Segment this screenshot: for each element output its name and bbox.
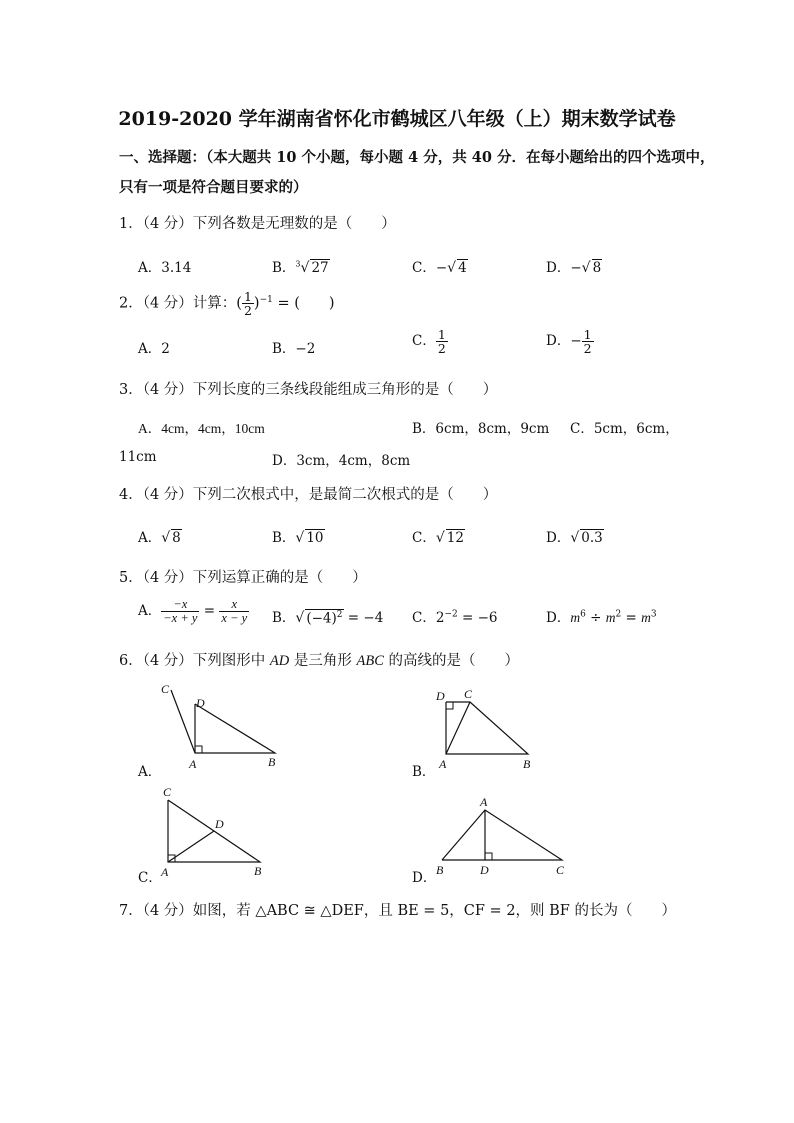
- fig-b-label-c: C: [464, 687, 473, 701]
- fig-a-label-d: D: [196, 696, 205, 710]
- fig-d-label-b: B: [436, 863, 444, 877]
- q2-option-b: B．−2: [272, 341, 316, 357]
- question-6-stem: 6．（4 分）下列图形中 AD 是三角形 ABC 的高线的是（ ）: [119, 653, 519, 669]
- question-5-stem: 5．（4 分）下列运算正确的是（ ）: [119, 570, 367, 586]
- q4-option-c: C．√ 12: [412, 530, 464, 546]
- question-7-stem: 7．（4 分）如图，若 △ABC ≅ △DEF，且 BE = 5，CF = 2，则 BF 的长为（ ）: [119, 903, 676, 919]
- q4-option-d: D．√ 0.3: [546, 530, 603, 546]
- q2-option-c: C． $\frac{1}{2}$: [412, 327, 446, 357]
- q3-option-c-continued: 11cm: [119, 449, 157, 465]
- fig-a-label-b: B: [268, 755, 276, 769]
- q2-option-d: D．− $\frac{1}{2}$: [546, 327, 592, 357]
- question-1-stem: 1．（4 分）下列各数是无理数的是（ ）: [119, 216, 396, 232]
- q5-option-c: C．$2^{-2} = -6$: [412, 609, 498, 626]
- q5-option-d: D．$m^6 \div m^2 = m^3$: [546, 609, 657, 626]
- fig-c-label-a: A: [161, 865, 169, 879]
- q6-figure-b: [430, 684, 540, 776]
- q1-option-a: A．3.14: [138, 260, 192, 276]
- q4-option-b: B．√ 10: [272, 530, 324, 546]
- fig-a-label-a: A: [189, 757, 197, 771]
- q1-option-b: B．$^3$√ 27: [272, 259, 329, 276]
- q6-option-b-label: B．: [412, 764, 436, 780]
- q6-figure-d: [432, 792, 572, 882]
- q1-option-d: D．−√ 8: [546, 260, 602, 276]
- q6-figure-a: [155, 680, 285, 775]
- fig-d-label-a: A: [480, 795, 488, 809]
- q5-option-a: A． $\frac{-x}{-x + y}$ = $\frac{x}{x - y}$: [138, 597, 248, 626]
- fig-b-label-d: D: [436, 689, 445, 703]
- fig-d-label-c: C: [556, 863, 565, 877]
- q3-option-a: A．4cm，4cm，10cm: [138, 421, 265, 436]
- fig-d-label-d: D: [480, 863, 489, 877]
- fig-c-label-d: D: [215, 817, 224, 831]
- page-title: 2019-2020 学年湖南省怀化市鹤城区八年级（上）期末数学试卷: [118, 108, 676, 130]
- section-heading-line1: 一、选择题：（本大题共 10 个小题，每小题 4 分，共 40 分．在每小题给出的四个选项中，: [119, 149, 715, 166]
- question-2-stem: 2．（4 分）计算：( $\frac{1}{2}$ )$^{-1}$ = ( ): [119, 289, 335, 319]
- question-4-stem: 4．（4 分）下列二次根式中，是最简二次根式的是（ ）: [119, 487, 498, 503]
- q6-option-d-label: D．: [412, 870, 437, 886]
- fig-c-label-b: B: [254, 864, 262, 878]
- fig-c-label-c: C: [163, 785, 172, 799]
- q1-option-c: C．−√ 4: [412, 260, 467, 276]
- question-3-stem: 3．（4 分）下列长度的三条线段能组成三角形的是（ ）: [119, 382, 498, 398]
- fig-b-label-a: A: [439, 757, 447, 771]
- fig-b-label-b: B: [523, 757, 531, 771]
- q6-option-a-label: A．: [138, 764, 162, 780]
- q3-option-c: C．5cm，6cm，: [570, 421, 679, 437]
- q6-figure-c: [155, 784, 275, 880]
- section-heading-line2: 只有一项是符合题目要求的）: [119, 179, 308, 196]
- q3-option-b: B．6cm，8cm，9cm: [412, 421, 550, 437]
- q4-option-a: A．√ 8: [138, 530, 181, 546]
- q5-option-b: B．√ $(-4)^2 = -4$: [272, 609, 384, 626]
- q2-option-a: A．2: [138, 341, 170, 357]
- q6-option-c-label: C．: [138, 870, 162, 886]
- q3-option-d: D．3cm，4cm，8cm: [272, 453, 411, 469]
- fig-a-label-c: C: [161, 682, 170, 696]
